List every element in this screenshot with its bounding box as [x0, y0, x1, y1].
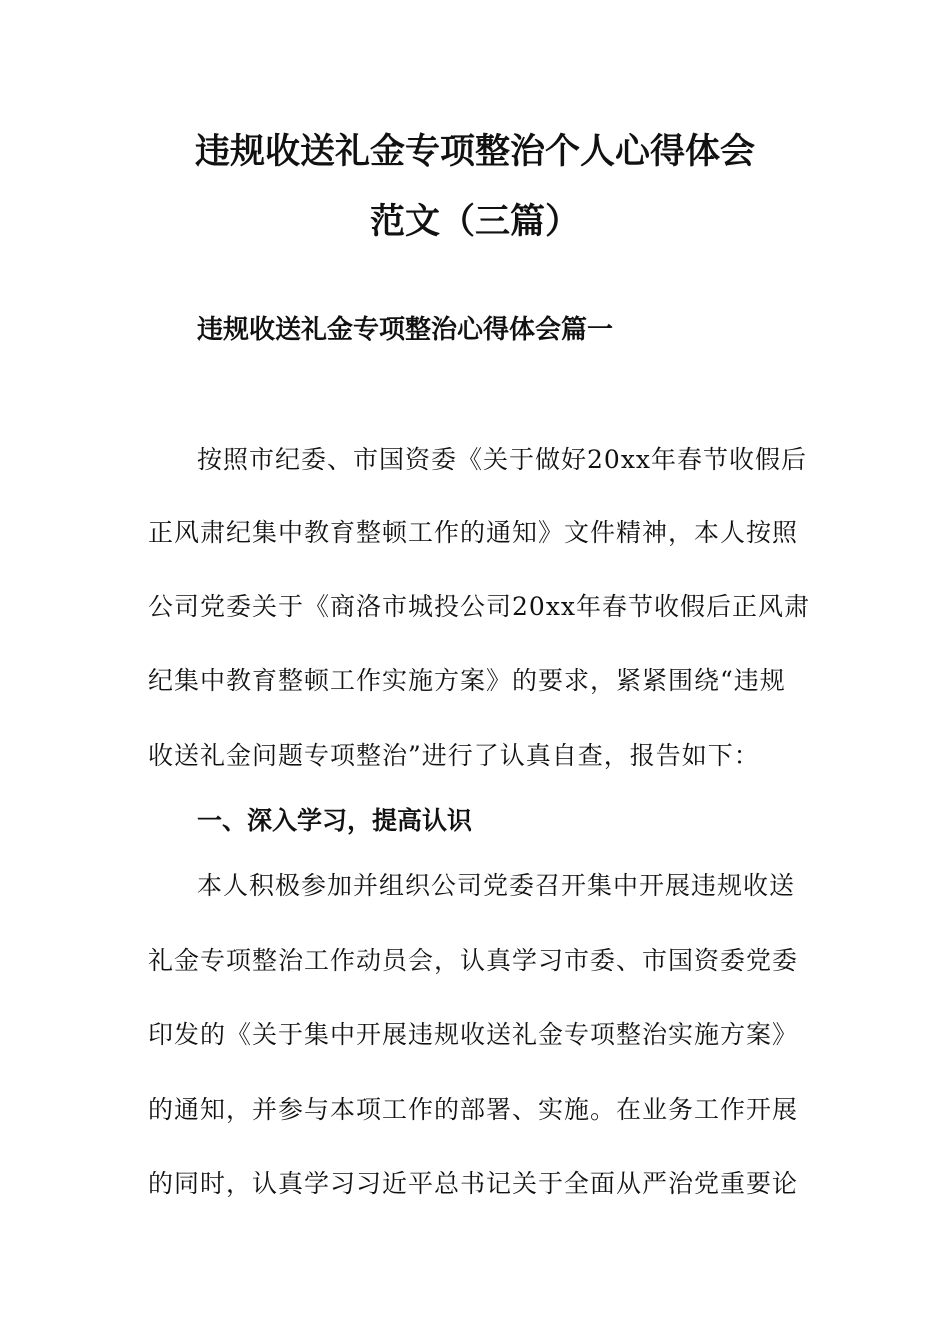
- paragraph-2-line: 的同时，认真学习习近平总书记关于全面从严治党重要论: [148, 1169, 799, 1198]
- document-title-line-2: 范文（三篇）: [369, 202, 580, 242]
- paragraph-1-line: 纪集中教育整顿工作实施方案》的要求，紧紧围绕“违规: [148, 666, 786, 695]
- paragraph-2-line: 本人积极参加并组织公司党委召开集中开展违规收送: [197, 871, 796, 900]
- section-subtitle: 违规收送礼金专项整治心得体会篇一: [197, 315, 614, 345]
- paragraph-1-line: 收送礼金问题专项整治”进行了认真自查，报告如下：: [148, 741, 760, 770]
- paragraph-2-line: 的通知，并参与本项工作的部署、实施。在业务工作开展: [148, 1095, 799, 1124]
- document-title-line-1: 违规收送礼金专项整治个人心得体会: [194, 132, 755, 172]
- section-1-heading: 一、深入学习，提高认识: [197, 806, 473, 835]
- paragraph-1-line: 公司党委关于《商洛市城投公司20xx年春节收假后正风肃: [148, 592, 811, 621]
- paragraph-1-line: 正风肃纪集中教育整顿工作的通知》文件精神，本人按照: [148, 518, 799, 547]
- paragraph-2-line: 礼金专项整治工作动员会，认真学习市委、市国资委党委: [148, 946, 799, 975]
- paragraph-2-line: 印发的《关于集中开展违规收送礼金专项整治实施方案》: [148, 1020, 799, 1049]
- paragraph-1-line: 按照市纪委、市国资委《关于做好20xx年春节收假后: [197, 445, 808, 474]
